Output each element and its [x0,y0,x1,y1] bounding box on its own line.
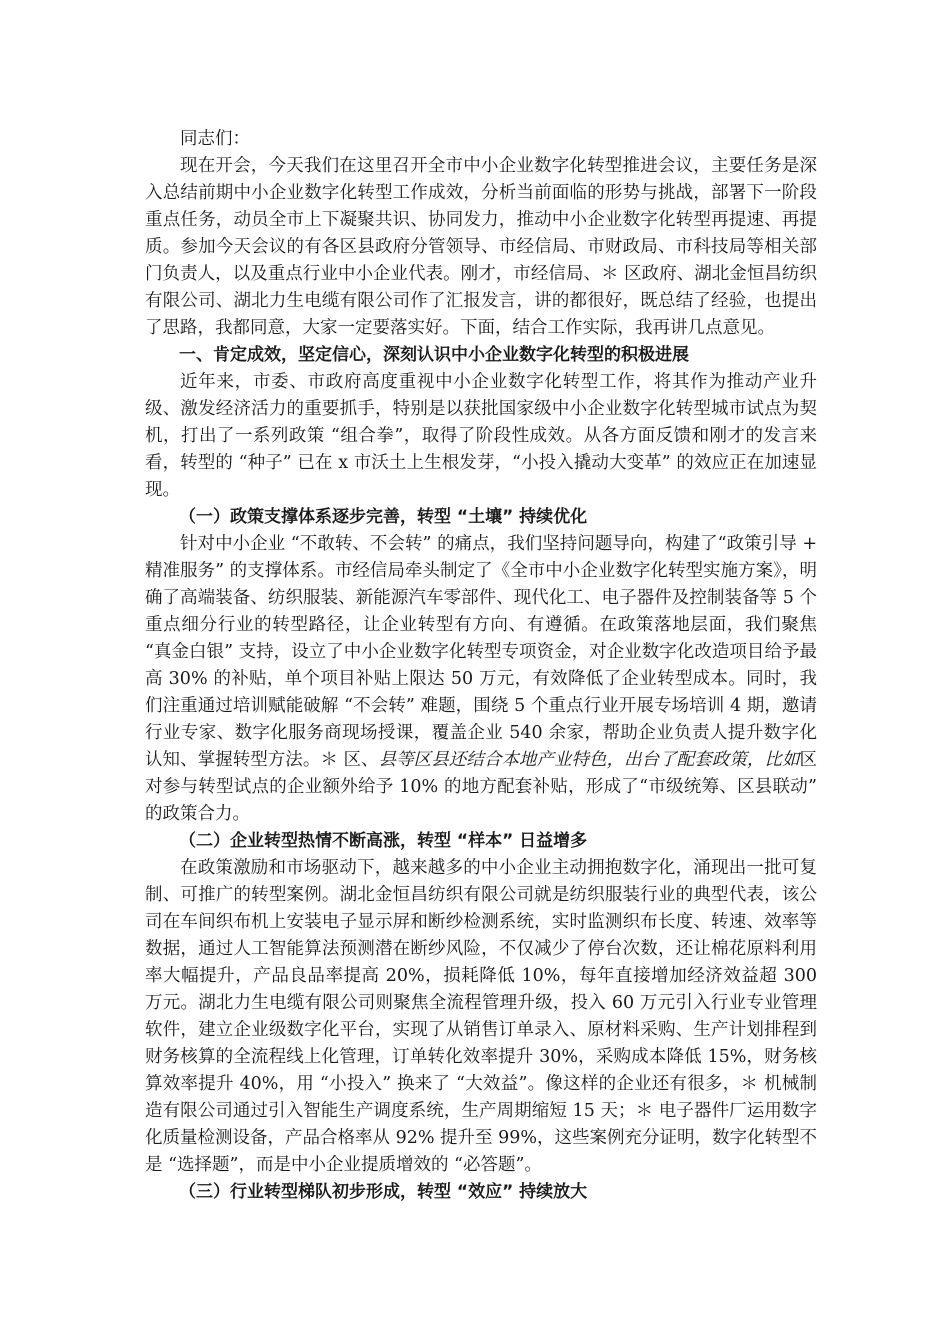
subsection1-italic-text: 县等区县还结合本地产业特色，出台了配套政策，比如 [378,750,800,770]
section-heading-1: 一、肯定成效，坚定信心，深刻认识中小企业数字化转型的积极进展 [179,345,689,365]
subsection2-paragraph: 在政策激励和市场驱动下，越来越多的中小企业主动拥抱数字化，涌现出一批可复制、可推广的转型案例。湖北金恒昌纺织有限公司就是纺织服装行业的典型代表，该公司在车间织布机上安装电子显示屏和断纱检测系统，实时监测织布长度、转速、效率等数据，通过人工智能算法预测潜在断纱风险，不仅减少了停台次数，还让棉花原料利用率大幅提升，产品良品率提高 20%，损耗降低 10%，每年直接增加经济效益超 300 万元。湖北力生电缆有限公司则聚焦全流程管理升级，投入 60 万元引入行业专业管理软件，建立企业级数字化平台，实现了从销售订单录入、原材料采购、生产计划排程到财务核算的全流程线上化管理，订单转化效率提升 30%，采购成本降低 15%，财务核算效率提升 40%，用 “小投入” 换来了 “大效益”。像这样的企业还有很多，＊ 机械制造有限公司通过引入智能生产调度系统，生产周期缩短 15 天；＊ 电子器件厂运用数字化质量检测设备，产品合格率从 92% 提升至 99%，这些案例充分证明，数字化转型不是 “选择题”，而是中小企业提质增效的 “必答题”。 [145,858,817,1175]
subsection-heading-2: （二）企业转型热情不断高涨，转型 “样本” 日益增多 [179,831,588,851]
greeting-line: 同志们： [180,129,250,149]
opening-paragraph: 现在开会，今天我们在这里召开全市中小企业数字化转型推进会议，主要任务是深入总结前期中小企业数字化转型工作成效，分析当前面临的形势与挑战，部署下一阶段重点任务，动员全市上下凝聚共识、协同发力，推动中小企业数字化转型再提速、再提质。参加今天会议的有各区县政府分管领导、市经信局、市财政局、市科技局等相关部门负责人，以及重点行业中小企业代表。刚才，市经信局、＊ 区政府、湖北金恒昌纺织有限公司、湖北力生电缆有限公司作了汇报发言，讲的都很好，既总结了经验，也提出了思路，我都同意，大家一定要落实好。下面，结合工作实际，我再讲几点意见。 [145,156,817,338]
subsection1-paragraph [145,531,817,828]
document-page [145,126,817,1206]
section1-intro-paragraph: 近年来，市委、市政府高度重视中小企业数字化转型工作，将其作为推动产业升级、激发经济活力的重要抓手，特别是以获批国家级中小企业数字化转型城市试点为契机，打出了一系列政策 “组合拳”，取得了阶段性成效。从各方面反馈和刚才的发言来看，转型的 “种子” 已在 x 市沃土上生根发芽，“小投入撬动大变革” 的效应正在加速显现。 [145,372,817,500]
subsection-heading-3: （三）行业转型梯队初步形成，转型 “效应” 持续放大 [179,1182,588,1202]
subsection1-text-part2: 区对参与转型试点的企业额外给予 10% 的地方配套补贴，形成了“市级统筹、区县联动” 的政策合力。 [145,750,817,824]
subsection-heading-1: （一）政策支撑体系逐步完善，转型 “土壤” 持续优化 [179,507,588,527]
subsection1-text-part1: 针对中小企业 “不敢转、不会转” 的痛点，我们坚持问题导向，构建了“政策引导 + 精准服务” 的支撑体系。市经信局牵头制定了《全市中小企业数字化转型实施方案》，明确了高端装备、纺织服装、新能源汽车零部件、现代化工、电子器件及控制装备等 5 个重点细分行业的转型路径，让企业转型有方向、有遵循。在政策落地层面，我们聚焦 “真金白银” 支持，设立了中小企业数字化转型专项资金，对企业数字化改造项目给予最高 30% 的补贴，单个项目补贴上限达 50 万元，有效降低了企业转型成本。同时，我们注重通过培训赋能破解 “不会转” 难题，围绕 5 个重点行业开展专场培训 4 期，邀请行业专家、数字化服务商现场授课，覆盖企业 540 余家，帮助企业负责人提升数字化认知、掌握转型方法。＊ 区、 [145,534,817,770]
